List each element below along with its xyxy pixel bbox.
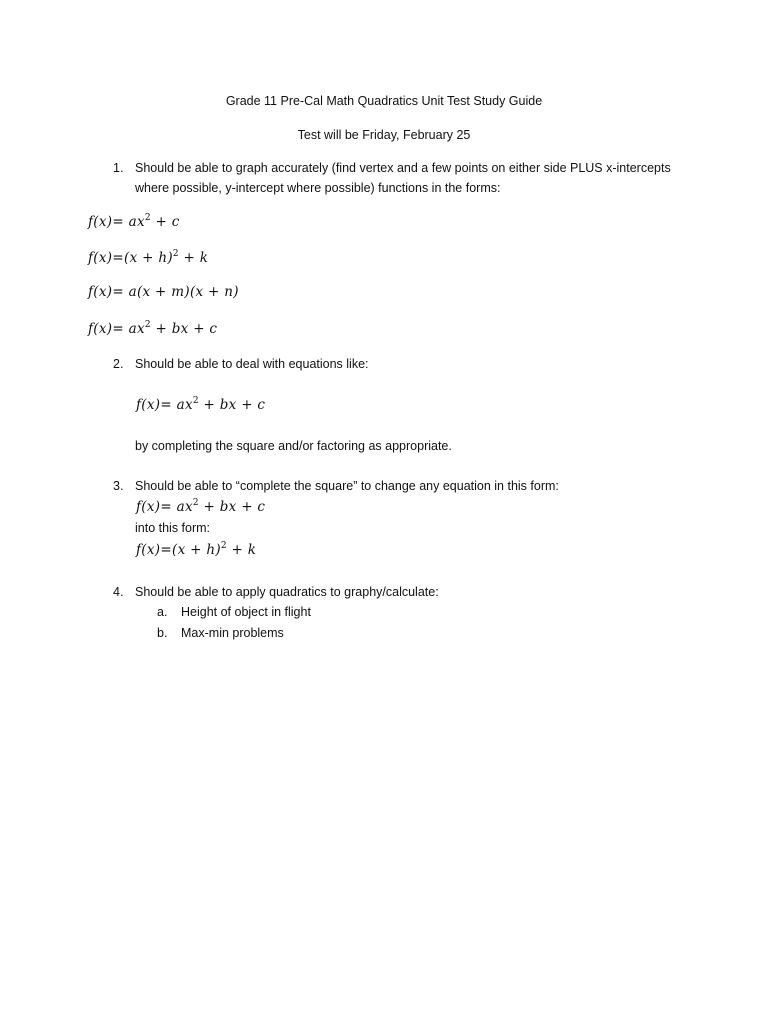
exponent: 2 [144, 213, 151, 223]
exponent: 2 [220, 541, 227, 551]
item-3-number: 3. [113, 479, 124, 493]
exponent: 2 [172, 249, 179, 259]
item-2-formula [136, 396, 265, 413]
formula-text: $f(x)= ax^2$ + bx + c [136, 396, 266, 413]
item-2-line-2: by completing the square and/or factoring as appropriate. [135, 439, 452, 453]
item-4-number: 4. [113, 585, 124, 599]
item-1-line-1: Should be able to graph accurately (find vertex and a few points on either side PLUS x-intercepts [135, 161, 671, 175]
item-2-line-1: Should be able to deal with equations like: [135, 357, 369, 371]
item-4a-letter: a. [157, 605, 168, 619]
formula-standard-form [88, 320, 217, 337]
item-3-line-1: Should be able to “complete the square” to change any equation in this form: [135, 479, 559, 493]
item-2-number: 2. [113, 357, 124, 371]
item-1-number: 1. [113, 161, 124, 175]
formula-factored-form [88, 284, 239, 300]
formula-text: $f(x)= ax^2$ + bx + c [88, 320, 218, 337]
item-3-line-2: into this form: [135, 521, 211, 535]
page-subtitle: Test will be Friday, February 25 [297, 128, 471, 142]
item-1-line-2: where possible, y-intercept where possible) functions in the forms: [135, 181, 501, 195]
exponent: 2 [192, 498, 199, 508]
item-4-line-1: Should be able to apply quadratics to graphy/calculate: [135, 585, 439, 599]
exponent: 2 [144, 320, 151, 330]
exponent: 2 [192, 396, 199, 406]
item-4b-text: Max-min problems [181, 626, 284, 640]
formula-vertex-form-b [88, 249, 208, 266]
item-3-formula-2 [136, 541, 256, 558]
item-3-formula-1 [136, 498, 265, 515]
formula-vertex-form-a [88, 213, 180, 230]
formula-text: $f(x)=(x + h)^2 + k$ [88, 249, 209, 266]
formula-text: $f(x)= ax^2 + c$ [88, 213, 180, 230]
item-4a-text: Height of object in flight [181, 605, 311, 619]
formula-text: $f(x)=(x + h)^2 + k$ [136, 541, 257, 558]
item-4b-letter: b. [157, 626, 168, 640]
page-title: Grade 11 Pre-Cal Math Quadratics Unit Test Study Guide [225, 94, 543, 108]
formula-text: f(x)= a(x + m)(x + n) [88, 284, 239, 300]
formula-text: $f(x)= ax^2$ + bx + c [136, 498, 266, 515]
